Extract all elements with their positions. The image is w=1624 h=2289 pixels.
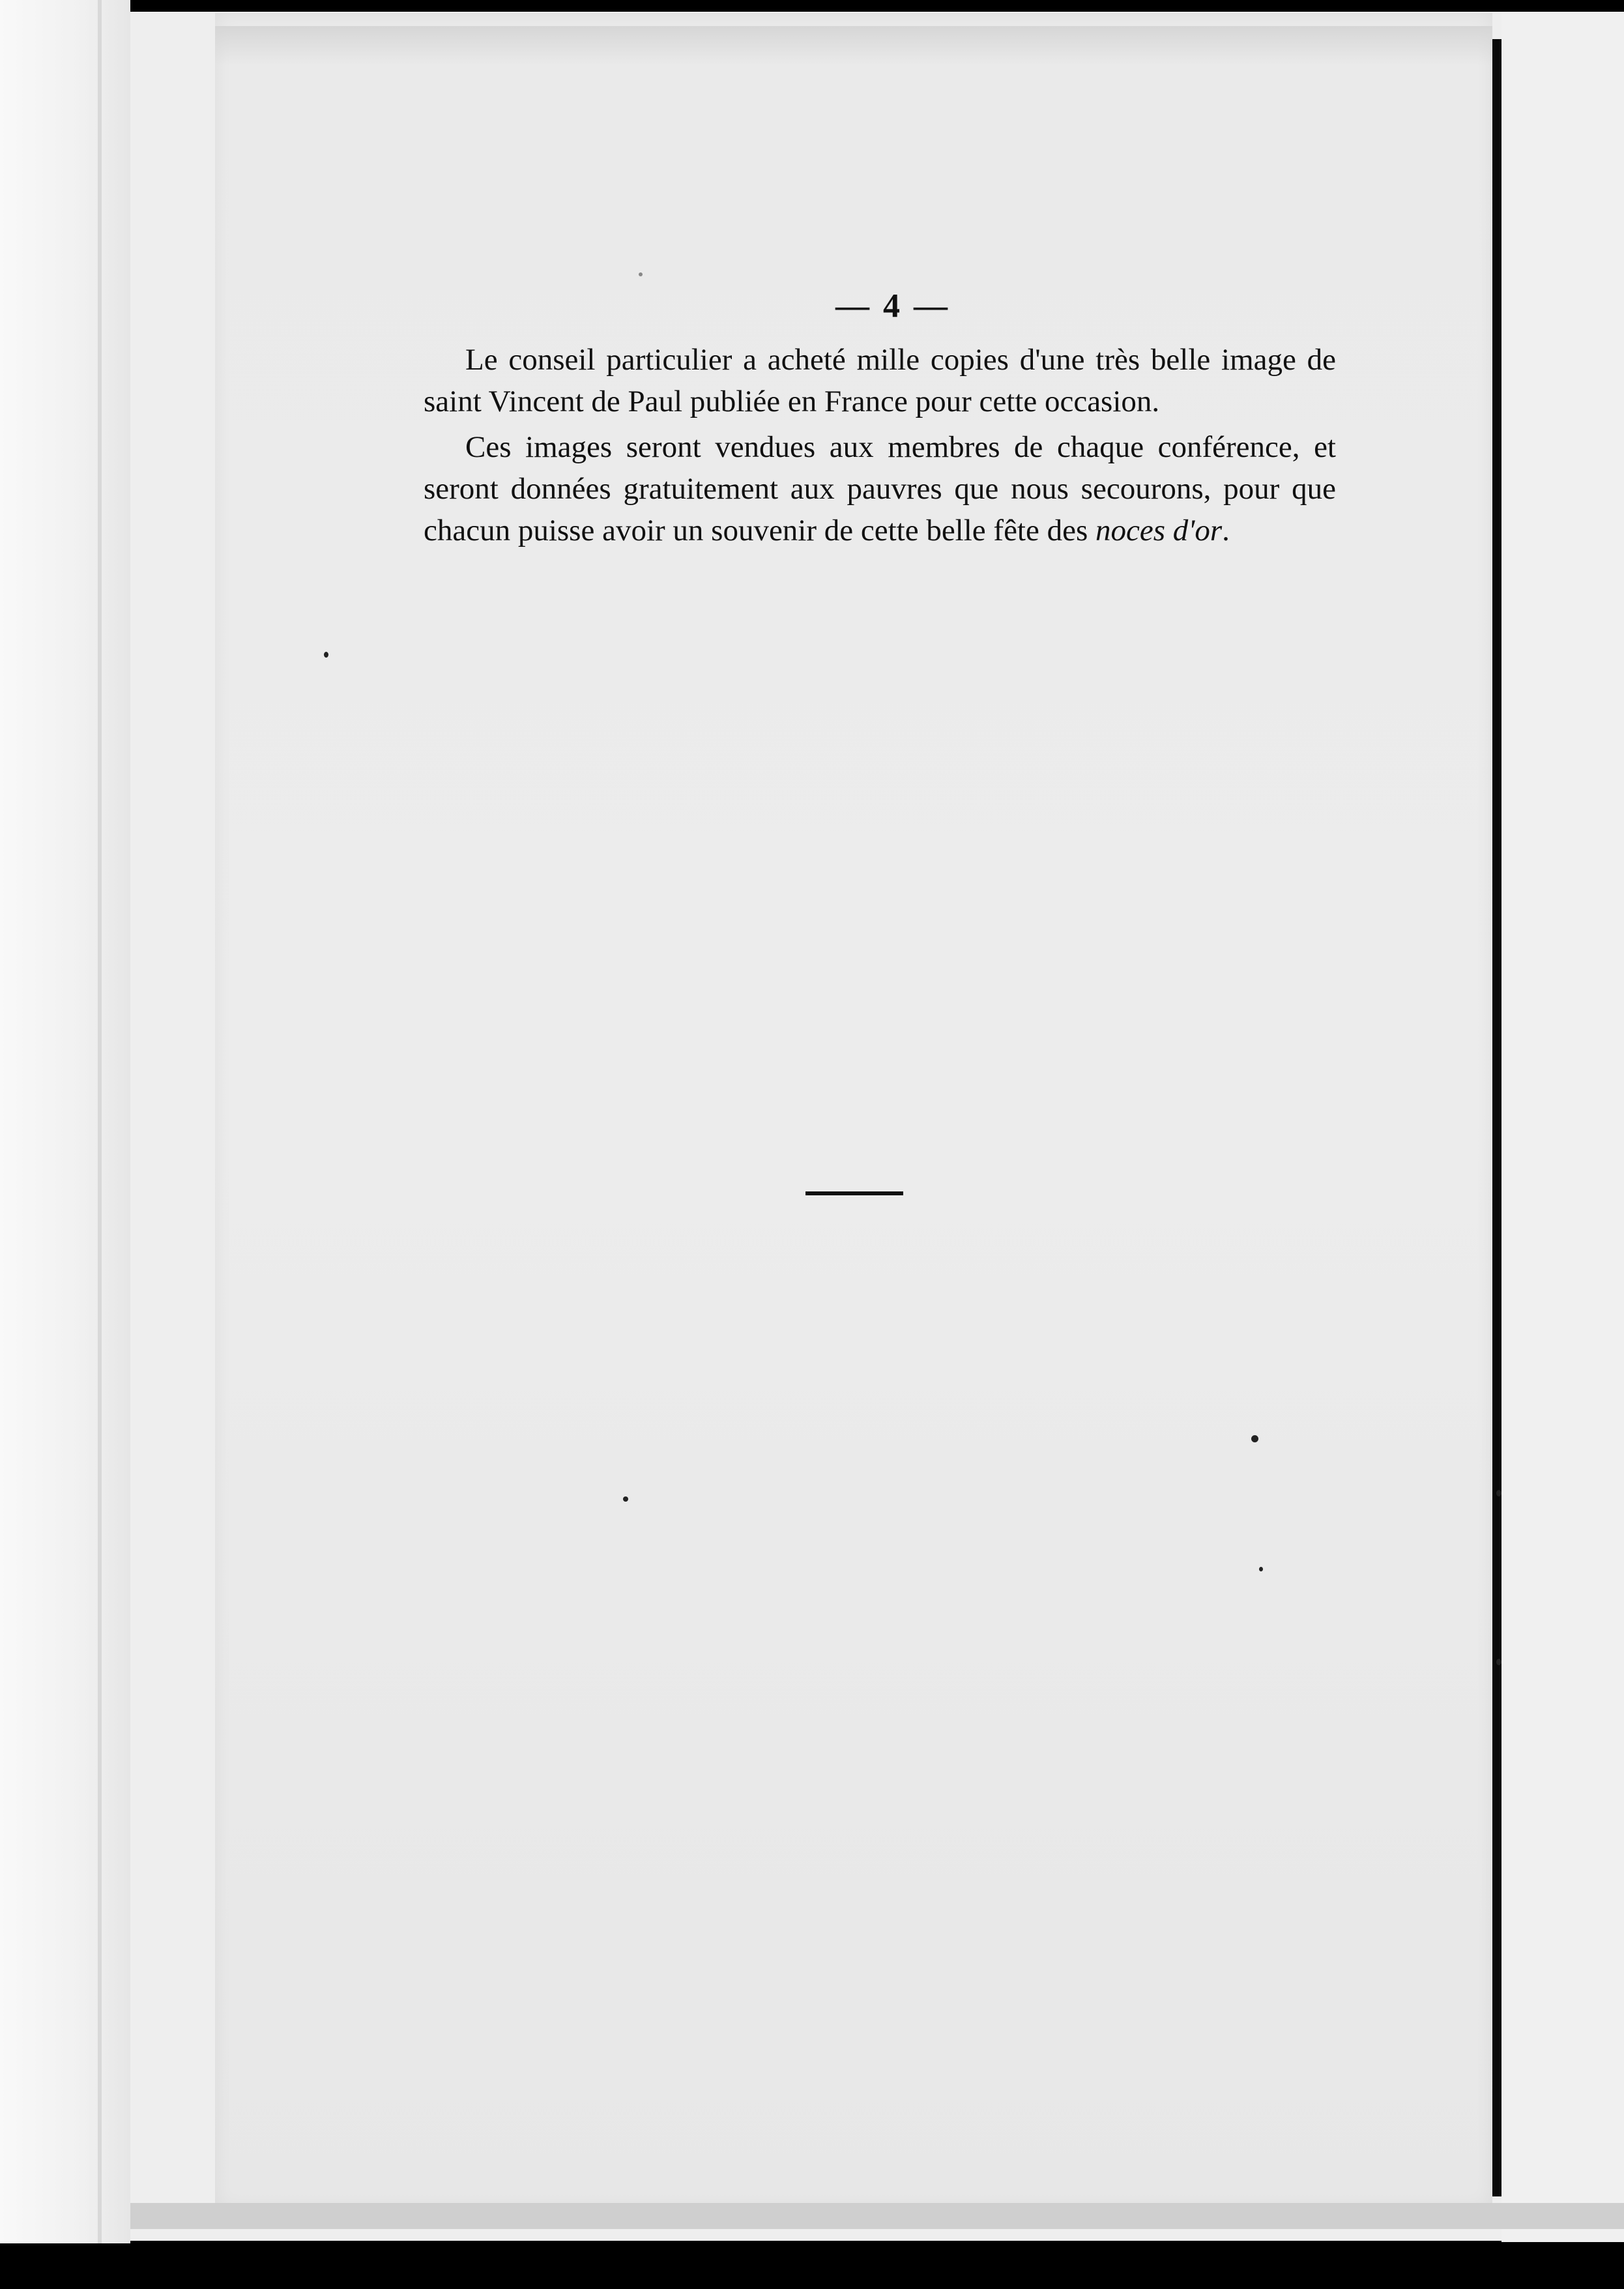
body-text — [424, 339, 1336, 555]
page-number: — 4 — — [835, 287, 950, 325]
speck — [639, 272, 643, 276]
bottom-edge — [130, 2203, 1624, 2229]
speck — [324, 652, 328, 658]
speck — [1251, 1435, 1258, 1442]
left-margin-strip — [0, 0, 130, 2243]
book-spine — [1492, 39, 1501, 2196]
paragraph-2 — [424, 426, 1336, 551]
speck — [1259, 1567, 1263, 1571]
speck — [623, 1496, 628, 1502]
paragraph-2-italic: noces d'or — [1095, 514, 1223, 547]
facing-page-edge — [1501, 13, 1624, 2242]
speck — [1496, 1659, 1501, 1665]
paragraph-2-text: Ces images seront vendues aux membres de chaque conférence, et seront données gratuitement aux pauvres que nous secourons, pour que chacun puisse avoir un souvenir de cette belle fête des — [424, 430, 1336, 547]
speck — [1496, 1490, 1501, 1496]
page-top-shadow — [215, 26, 1492, 65]
paragraph-2-end: . — [1222, 514, 1230, 547]
ornament-rule — [805, 1191, 903, 1195]
paragraph-1: Le conseil particulier a acheté mille copies d'une très belle image de saint Vincent de Paul publiée en France pour cette occasion. — [424, 343, 1336, 418]
